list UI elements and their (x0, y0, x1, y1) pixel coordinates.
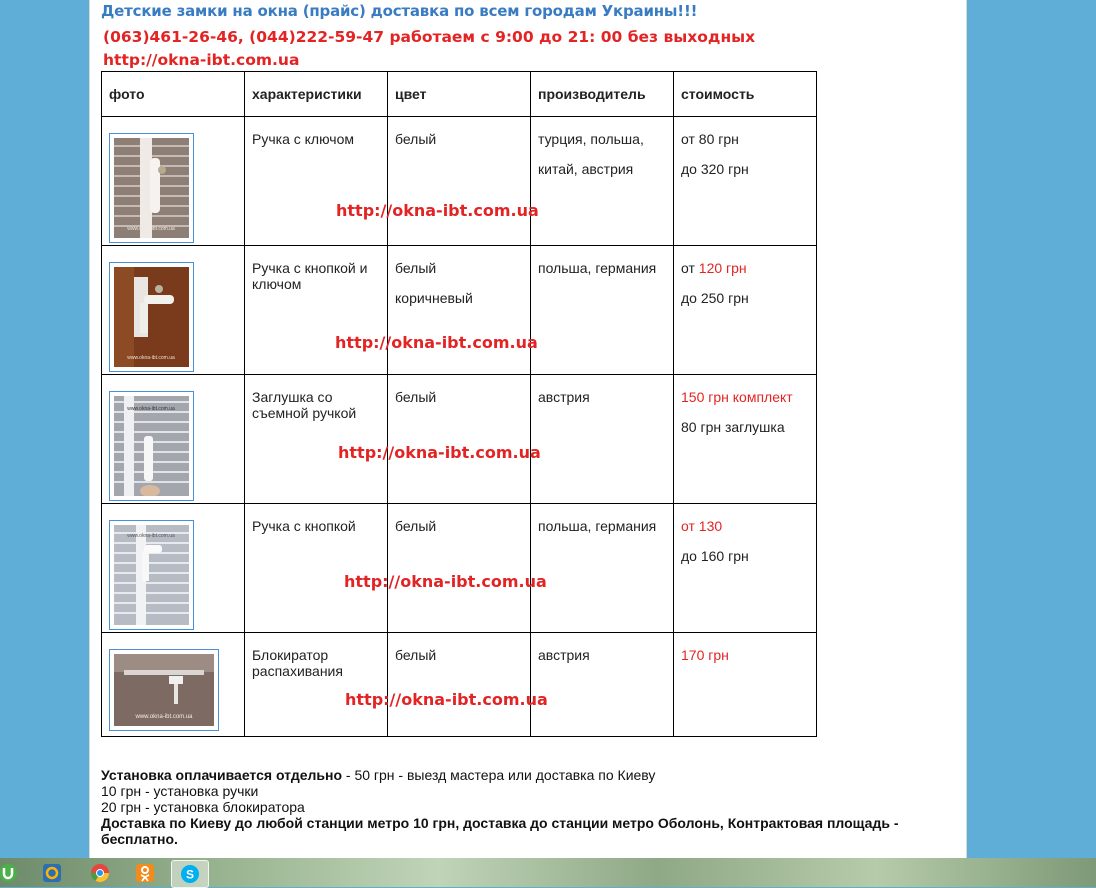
page-content (89, 0, 967, 858)
svg-text:www.okna-ibt.com.ua: www.okna-ibt.com.ua (127, 226, 175, 232)
column-header: цвет (388, 72, 531, 117)
svg-text:www.okna-ibt.com.ua: www.okna-ibt.com.ua (127, 355, 175, 361)
taskbar (0, 858, 1096, 887)
photo-cell (102, 117, 245, 246)
installation-notes (101, 767, 941, 847)
skype-icon[interactable] (171, 860, 209, 888)
odnoklassniki-icon[interactable] (127, 860, 163, 886)
svg-text:www.okna-ibt.com.ua: www.okna-ibt.com.ua (127, 406, 175, 412)
price-cell: от 80 грн до 320 грн (674, 117, 817, 246)
install-blocker-price: 20 грн - установка блокиратора (101, 799, 305, 815)
photo-cell (102, 246, 245, 375)
column-header: фото (102, 72, 245, 117)
product-photo (114, 396, 189, 496)
chrome-icon[interactable] (82, 860, 118, 886)
maker-cell: турция, польша, китай, австрия (531, 117, 674, 246)
maker-cell: австрия (531, 375, 674, 504)
svg-text:www.okna-ibt.com.ua: www.okna-ibt.com.ua (135, 714, 193, 720)
column-header: производитель (531, 72, 674, 117)
watermark: http://okna-ibt.com.ua (335, 333, 538, 352)
product-photo (114, 138, 189, 238)
product-photo (114, 525, 189, 625)
table-row (102, 117, 817, 246)
watermark: http://okna-ibt.com.ua (345, 690, 548, 709)
price-cell: от 130 до 160 грн (674, 504, 817, 633)
color-cell: белый (388, 375, 531, 504)
color-cell: белый (388, 117, 531, 246)
svg-text:www.okna-ibt.com.ua: www.okna-ibt.com.ua (127, 533, 175, 539)
watermark: http://okna-ibt.com.ua (338, 443, 541, 462)
name-cell: Блокиратор распахивания (245, 633, 388, 737)
mail-agent-icon[interactable] (34, 860, 70, 886)
name-cell: Ручка с кнопкой (245, 504, 388, 633)
install-line: Установка оплачивается отдельно - 50 грн - выезд мастера или доставка по Киеву (101, 767, 656, 783)
product-photo-link[interactable] (109, 133, 194, 243)
table-row (102, 375, 817, 504)
page-title: Детские замки на окна (прайс) доставка по всем городам Украины!!! (101, 2, 698, 20)
watermark: http://okna-ibt.com.ua (344, 572, 547, 591)
site-link[interactable]: http://okna-ibt.com.ua (103, 51, 300, 69)
utorrent-icon[interactable] (0, 860, 26, 886)
maker-cell: польша, германия (531, 504, 674, 633)
product-photo (114, 654, 214, 726)
name-cell: Ручка с кнопкой и ключом (245, 246, 388, 375)
maker-cell: польша, германия (531, 246, 674, 375)
column-header: характеристики (245, 72, 388, 117)
color-cell: белый (388, 633, 531, 737)
product-photo (114, 267, 189, 367)
maker-cell: австрия (531, 633, 674, 737)
price-cell: от 120 грн до 250 грн (674, 246, 817, 375)
color-cell: белый (388, 504, 531, 633)
table-header-row (102, 72, 817, 117)
photo-cell (102, 633, 245, 737)
svg-text:S: S (185, 867, 195, 882)
name-cell: Ручка с ключом (245, 117, 388, 246)
product-photo-link[interactable] (109, 262, 194, 372)
product-photo-link[interactable] (109, 520, 194, 630)
price-cell: 150 грн комплект 80 грн заглушка (674, 375, 817, 504)
price-table (101, 71, 817, 737)
column-header: стоимость (674, 72, 817, 117)
install-handle-price: 10 грн - установка ручки (101, 783, 259, 799)
color-cell: белый коричневый (388, 246, 531, 375)
delivery-note: Доставка по Киеву до любой станции метро 10 грн, доставка до станции метро Оболонь, Контрактовая площадь - бесплатно. (101, 815, 899, 847)
price-cell: 170 грн (674, 633, 817, 737)
product-photo-link[interactable] (109, 391, 194, 501)
table-row (102, 246, 817, 375)
table-row (102, 504, 817, 633)
watermark: http://okna-ibt.com.ua (336, 201, 539, 220)
photo-cell (102, 375, 245, 504)
photo-cell (102, 504, 245, 633)
contact-phones: (063)461-26-46, (044)222-59-47 работаем с 9:00 до 21: 00 без выходных (103, 28, 756, 46)
product-photo-link[interactable] (109, 649, 219, 731)
table-row (102, 633, 817, 737)
name-cell: Заглушка со съемной ручкой (245, 375, 388, 504)
